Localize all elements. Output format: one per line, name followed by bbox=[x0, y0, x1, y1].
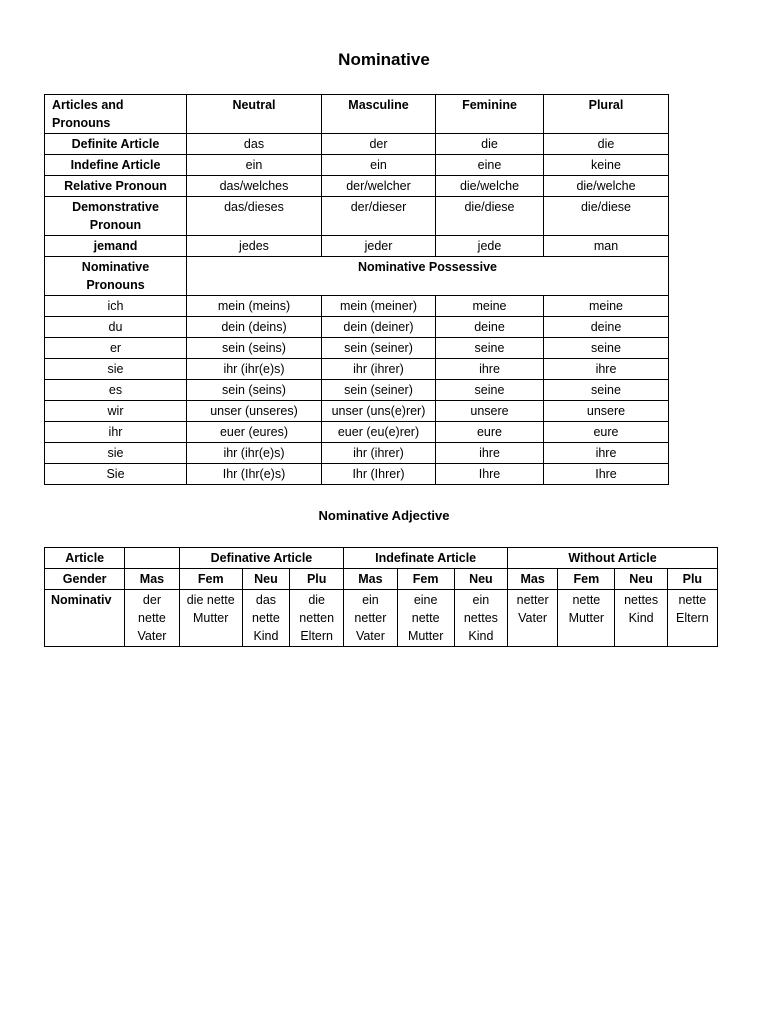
nominative-pronouns-label: Nominative Pronouns bbox=[45, 257, 187, 296]
table-cell: Ihr (Ihr(e)s) bbox=[187, 464, 322, 485]
table-cell: der/dieser bbox=[322, 197, 436, 236]
table-cell: meine bbox=[544, 296, 669, 317]
header-masculine: Masculine bbox=[322, 95, 436, 134]
adjective-cell: der nette Vater bbox=[125, 590, 179, 647]
gender-cell: Neu bbox=[242, 569, 289, 590]
table-cell: das/welches bbox=[187, 176, 322, 197]
table-cell: ihre bbox=[436, 359, 544, 380]
table-cell: seine bbox=[544, 338, 669, 359]
table-row bbox=[45, 359, 669, 380]
gender-cell: Mas bbox=[344, 569, 397, 590]
pronoun-cell: sie bbox=[45, 443, 187, 464]
table-cell: ihr (ihrer) bbox=[322, 359, 436, 380]
table-cell: Ihre bbox=[436, 464, 544, 485]
gender-cell: Plu bbox=[290, 569, 344, 590]
table-cell: ihr (ihrer) bbox=[322, 443, 436, 464]
pronoun-cell: sie bbox=[45, 359, 187, 380]
table-cell: unser (uns(e)rer) bbox=[322, 401, 436, 422]
gender-cell: Mas bbox=[508, 569, 558, 590]
adjective-cell: die nette Mutter bbox=[179, 590, 242, 647]
table-cell: ein bbox=[187, 155, 322, 176]
gender-cell: Fem bbox=[179, 569, 242, 590]
table-cell: eure bbox=[544, 422, 669, 443]
table-cell: der/welcher bbox=[322, 176, 436, 197]
row-label: jemand bbox=[45, 236, 187, 257]
pronoun-cell: du bbox=[45, 317, 187, 338]
header-plural: Plural bbox=[544, 95, 669, 134]
adjective-cell: nettes Kind bbox=[615, 590, 667, 647]
table-row bbox=[45, 176, 669, 197]
table-cell: mein (meiner) bbox=[322, 296, 436, 317]
pronoun-cell: Sie bbox=[45, 464, 187, 485]
table-row bbox=[45, 464, 669, 485]
page-title: Nominative bbox=[338, 50, 430, 69]
adjective-cell: ein nettes Kind bbox=[454, 590, 507, 647]
header-neutral: Neutral bbox=[187, 95, 322, 134]
possessive-header-row bbox=[45, 257, 669, 296]
table-row bbox=[45, 296, 669, 317]
table-cell: ihre bbox=[544, 359, 669, 380]
adjective-cell: die netten Eltern bbox=[290, 590, 344, 647]
header-indefinite-article: Indefinate Article bbox=[344, 548, 508, 569]
nominative-adjective-table bbox=[44, 547, 718, 647]
table-cell: die/diese bbox=[544, 197, 669, 236]
table-cell: die/welche bbox=[436, 176, 544, 197]
header-feminine: Feminine bbox=[436, 95, 544, 134]
table-cell: seine bbox=[436, 338, 544, 359]
gender-label: Gender bbox=[45, 569, 125, 590]
gender-cell: Fem bbox=[558, 569, 615, 590]
table-cell: sein (seiner) bbox=[322, 338, 436, 359]
table-row bbox=[45, 422, 669, 443]
header-empty bbox=[125, 548, 179, 569]
table-cell: dein (deiner) bbox=[322, 317, 436, 338]
table-cell: jede bbox=[436, 236, 544, 257]
table-cell: eine bbox=[436, 155, 544, 176]
table-cell: das/dieses bbox=[187, 197, 322, 236]
table-cell: die/welche bbox=[544, 176, 669, 197]
header-article: Article bbox=[45, 548, 125, 569]
pronoun-cell: er bbox=[45, 338, 187, 359]
adjective-cell: nette Mutter bbox=[558, 590, 615, 647]
table-cell: die bbox=[436, 134, 544, 155]
table-cell: keine bbox=[544, 155, 669, 176]
table-cell: Ihre bbox=[544, 464, 669, 485]
table-cell: unser (unseres) bbox=[187, 401, 322, 422]
pronoun-cell: ich bbox=[45, 296, 187, 317]
table-cell: man bbox=[544, 236, 669, 257]
gender-row bbox=[45, 569, 718, 590]
table-cell: jedes bbox=[187, 236, 322, 257]
table-cell: eure bbox=[436, 422, 544, 443]
table-cell: Ihr (Ihrer) bbox=[322, 464, 436, 485]
adjective-cell: eine nette Mutter bbox=[397, 590, 454, 647]
table-row bbox=[45, 443, 669, 464]
table-row bbox=[45, 317, 669, 338]
row-label: Demonstrative Pronoun bbox=[45, 197, 187, 236]
nominative-possessive-label: Nominative Possessive bbox=[187, 257, 669, 296]
table-row bbox=[45, 401, 669, 422]
section-subtitle: Nominative Adjective bbox=[318, 508, 450, 523]
table-cell: dein (deins) bbox=[187, 317, 322, 338]
table-cell: der bbox=[322, 134, 436, 155]
table-cell: ihr (ihr(e)s) bbox=[187, 443, 322, 464]
table-cell: sein (seins) bbox=[187, 380, 322, 401]
table-cell: sein (seiner) bbox=[322, 380, 436, 401]
table-cell: jeder bbox=[322, 236, 436, 257]
table-row bbox=[45, 338, 669, 359]
table-cell: ihre bbox=[436, 443, 544, 464]
table-cell: ihre bbox=[544, 443, 669, 464]
table-row bbox=[45, 380, 669, 401]
table-header-row bbox=[45, 95, 669, 134]
pronoun-cell: wir bbox=[45, 401, 187, 422]
pronoun-cell: es bbox=[45, 380, 187, 401]
table-cell: die/diese bbox=[436, 197, 544, 236]
adjective-cell: nette Eltern bbox=[667, 590, 717, 647]
adjective-cell: das nette Kind bbox=[242, 590, 289, 647]
table-cell: das bbox=[187, 134, 322, 155]
table-cell: seine bbox=[436, 380, 544, 401]
table-row bbox=[45, 155, 669, 176]
gender-cell: Fem bbox=[397, 569, 454, 590]
nominative-table bbox=[44, 94, 669, 485]
pronoun-cell: ihr bbox=[45, 422, 187, 443]
table-cell: unsere bbox=[436, 401, 544, 422]
adjective-cell: netter Vater bbox=[508, 590, 558, 647]
gender-cell: Neu bbox=[454, 569, 507, 590]
gender-cell: Neu bbox=[615, 569, 667, 590]
nominativ-label: Nominativ bbox=[45, 590, 125, 647]
table-cell: die bbox=[544, 134, 669, 155]
table-cell: euer (eures) bbox=[187, 422, 322, 443]
table-cell: sein (seins) bbox=[187, 338, 322, 359]
table-cell: deine bbox=[436, 317, 544, 338]
gender-cell: Plu bbox=[667, 569, 717, 590]
adjective-cell: ein netter Vater bbox=[344, 590, 397, 647]
table-cell: euer (eu(e)rer) bbox=[322, 422, 436, 443]
nominativ-row bbox=[45, 590, 718, 647]
table-cell: mein (meins) bbox=[187, 296, 322, 317]
table-cell: meine bbox=[436, 296, 544, 317]
table-cell: ein bbox=[322, 155, 436, 176]
header-definite-article: Definative Article bbox=[179, 548, 344, 569]
table-row bbox=[45, 134, 669, 155]
group-header-row bbox=[45, 548, 718, 569]
table-cell: seine bbox=[544, 380, 669, 401]
table-row bbox=[45, 197, 669, 236]
table-cell: deine bbox=[544, 317, 669, 338]
header-articles-pronouns: Articles and Pronouns bbox=[45, 95, 187, 134]
row-label: Relative Pronoun bbox=[45, 176, 187, 197]
header-without-article: Without Article bbox=[508, 548, 718, 569]
row-label: Indefine Article bbox=[45, 155, 187, 176]
gender-cell: Mas bbox=[125, 569, 179, 590]
table-cell: ihr (ihr(e)s) bbox=[187, 359, 322, 380]
table-row bbox=[45, 236, 669, 257]
table-cell: unsere bbox=[544, 401, 669, 422]
row-label: Definite Article bbox=[45, 134, 187, 155]
